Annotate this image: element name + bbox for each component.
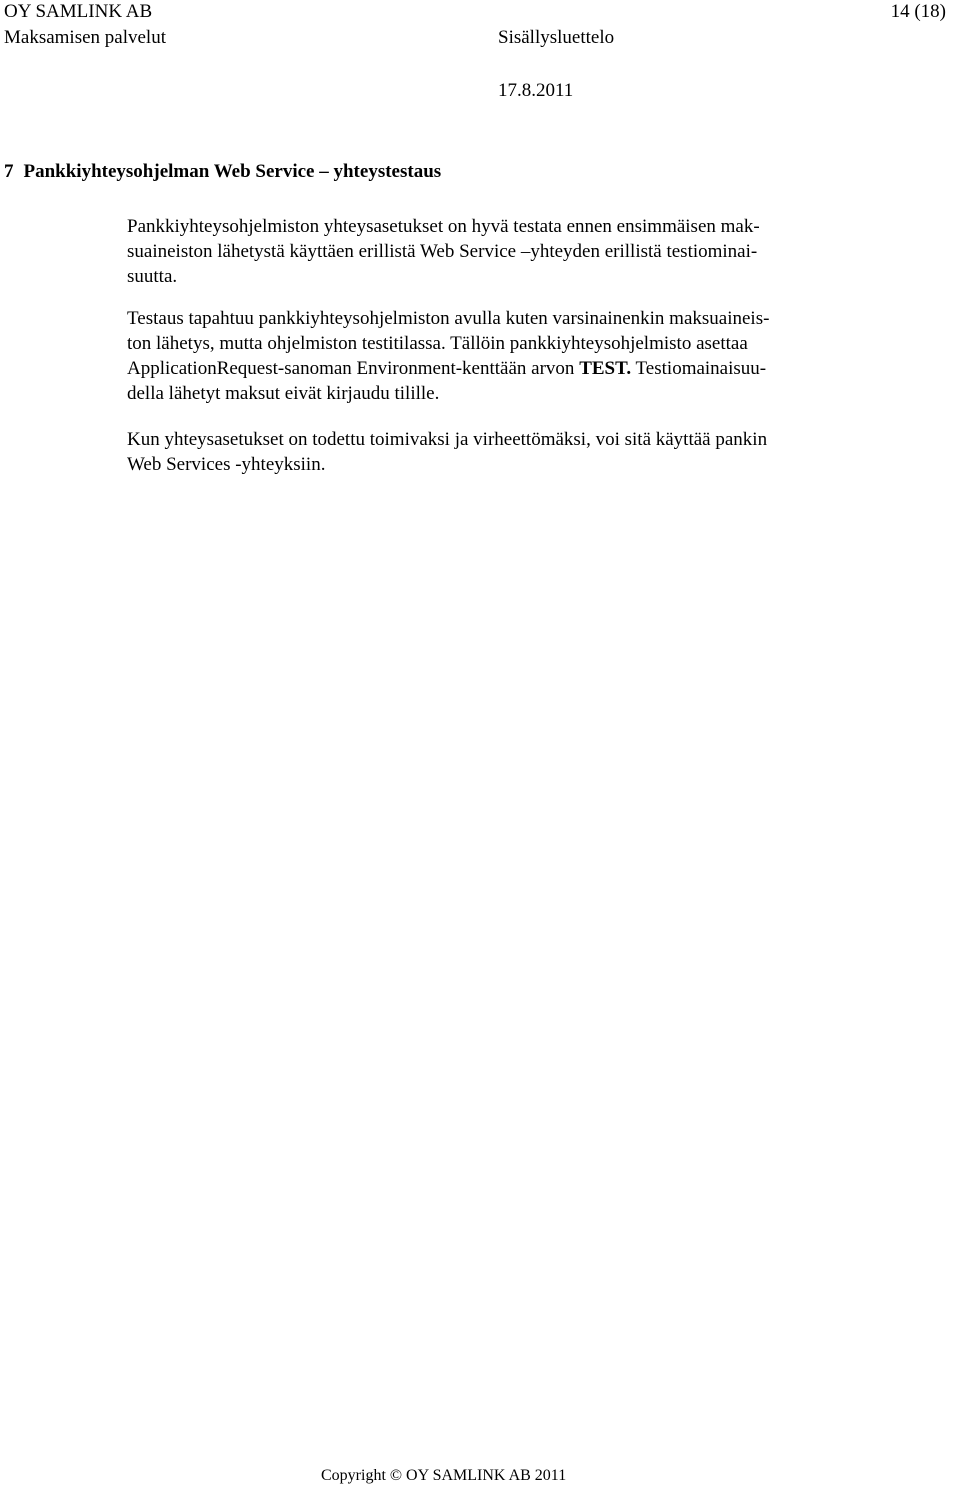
text-line: suutta. [127, 266, 178, 287]
paragraph-connection-settings [127, 214, 917, 289]
text-fragment: Testiomainaisuu- [631, 358, 767, 379]
paragraph-usage [127, 427, 917, 477]
page-number: 14 (18) [890, 1, 946, 22]
heading-number: 7 [4, 161, 14, 182]
text-line: Testaus tapahtuu pankkiyhteysohjelmiston avulla kuten varsinainenkin maksuaineis- [127, 308, 770, 329]
text-line: Kun yhteysasetukset on todettu toimivaksi ja virheettömäksi, voi sitä käyttää pankin [127, 429, 768, 450]
heading-title: Pankkiyhteysohjelman Web Service – yhteystestaus [23, 161, 442, 182]
paragraph-testing [127, 306, 917, 406]
text-line: della lähetyt maksut eivät kirjaudu tilille. [127, 383, 440, 404]
text-line [127, 356, 917, 381]
copyright-footer: Copyright © OY SAMLINK AB 2011 [321, 1467, 567, 1484]
text-line: suaineiston lähetystä käyttäen erillistä Web Service –yhteyden erillistä testiominai- [127, 241, 758, 262]
text-fragment: ApplicationRequest-sanoman Environment-kenttään arvon [127, 358, 580, 379]
text-line: ton lähetys, mutta ohjelmiston testitilassa. Tällöin pankkiyhteysohjelmisto asettaa [127, 333, 748, 354]
section-heading [4, 160, 441, 184]
service-name: Maksamisen palvelut [4, 27, 166, 48]
document-date: 17.8.2011 [498, 80, 574, 101]
text-line: Pankkiyhteysohjelmiston yhteysasetukset on hyvä testata ennen ensimmäisen mak- [127, 216, 760, 237]
company-name: OY SAMLINK AB [4, 1, 153, 22]
text-line: Web Services -yhteyksiin. [127, 454, 326, 475]
environment-value: TEST. [579, 358, 632, 379]
section-title: Sisällysluettelo [498, 27, 615, 48]
